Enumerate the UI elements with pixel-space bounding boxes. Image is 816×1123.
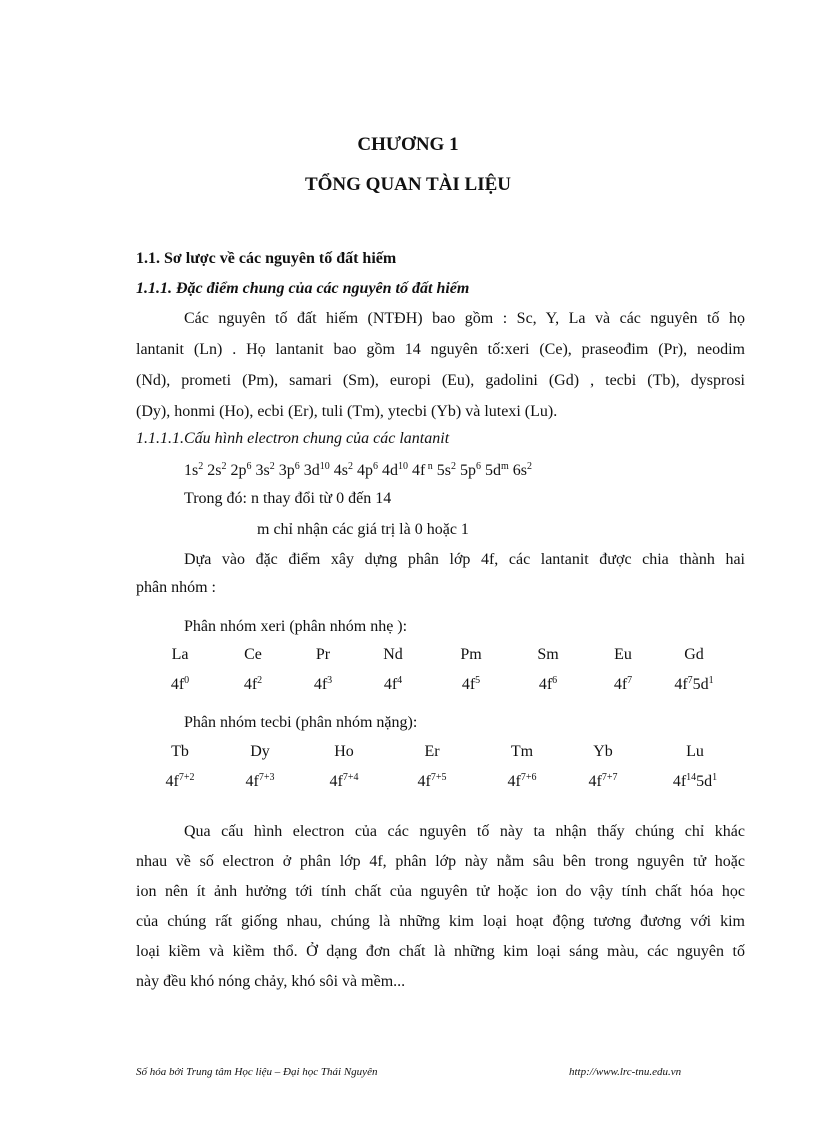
config-orbital-count: 2 bbox=[347, 461, 353, 472]
config-orbital: 4s bbox=[333, 462, 348, 479]
element-symbol: Dy bbox=[250, 743, 270, 760]
element-symbol: Gd bbox=[684, 646, 704, 663]
config-orbital: 3p bbox=[278, 462, 295, 479]
section-heading: 1.1. Sơ lược về các nguyên tố đất hiếm bbox=[136, 250, 397, 267]
light-group-title: Phân nhóm xeri (phân nhóm nhẹ ): bbox=[184, 618, 408, 635]
config-orbital-count: 2 bbox=[221, 461, 227, 472]
element-symbol: Tm bbox=[510, 743, 534, 760]
config-orbital: 5d bbox=[485, 462, 501, 479]
paragraph-line: (Dy), honmi (Ho), ecbi (Er), tuli (Tm), ytecbi (Yb) và lutexi (Lu). bbox=[136, 403, 558, 420]
element-symbol: Sm bbox=[537, 646, 559, 663]
element-symbol: La bbox=[171, 646, 189, 663]
split-intro-line: Dựa vào đặc điểm xây dựng phân lớp 4f, các lantanit được chia thành hai bbox=[184, 551, 745, 568]
element-configuration: $4f^{7+6}$ bbox=[507, 772, 537, 790]
conclusion-line: loại kiềm và kiềm thổ. Ở dạng đơn chất là những kim loại sáng màu, các nguyên tố bbox=[136, 943, 745, 960]
config-orbital-count: 6 bbox=[294, 461, 300, 472]
element-configuration: $4f^5$ bbox=[461, 675, 481, 693]
config-orbital: 1s bbox=[184, 462, 199, 479]
element-configuration: $4f^3$ bbox=[313, 675, 333, 693]
config-orbital: 3d bbox=[303, 462, 320, 479]
config-orbital-count: 2 bbox=[198, 461, 204, 472]
element-symbol: Pr bbox=[315, 646, 331, 663]
conclusion-line: của chúng rất giống nhau, chúng là những kim loại hoạt động tương đương với kim bbox=[136, 913, 745, 930]
config-orbital-count: 2 bbox=[527, 461, 533, 472]
chapter-number: CHƯƠNG 1 bbox=[357, 134, 459, 155]
conclusion-line: Qua cấu hình electron của các nguyên tố này ta nhận thấy chúng chỉ khác bbox=[184, 823, 745, 840]
element-symbol: Nd bbox=[383, 646, 403, 663]
config-orbital-count: 6 bbox=[372, 461, 378, 472]
element-configuration: $4f^{7+3}$ bbox=[245, 772, 275, 790]
element-symbol: Lu bbox=[686, 743, 704, 760]
element-configuration: $4f^{7+2}$ bbox=[165, 772, 195, 790]
conclusion-line: này đều khó nóng chảy, khó sôi và mềm... bbox=[136, 973, 406, 990]
element-configuration: $4f^75d^1$ bbox=[674, 675, 714, 693]
paragraph-line: Các nguyên tố đất hiếm (NTĐH) bao gồm : Sc, Y, La và các nguyên tố họ bbox=[184, 310, 745, 327]
element-configuration: $4f^2$ bbox=[243, 675, 263, 693]
config-orbital: 2p bbox=[230, 462, 247, 479]
element-configuration: $4f^{14}5d^1$ bbox=[672, 772, 718, 790]
config-orbital-count: n bbox=[425, 461, 433, 472]
config-orbital: 6s bbox=[512, 462, 528, 479]
element-configuration: $4f^{7+4}$ bbox=[329, 772, 359, 790]
paragraph-line: (Nd), prometi (Pm), samari (Sm), europi (Eu), gadolini (Gd) , tecbi (Tb), dysprosi bbox=[136, 372, 745, 389]
config-orbital-count: 2 bbox=[269, 461, 275, 472]
element-configuration: $4f^4$ bbox=[383, 675, 403, 693]
element-symbol: Pm bbox=[460, 646, 482, 663]
conclusion-line: nhau về số electron ở phân lớp 4f, phân lớp này nằm sâu bên trong nguyên tử hoặc bbox=[136, 853, 745, 870]
config-orbital: 5p bbox=[460, 462, 476, 479]
config-orbital: 3s bbox=[255, 462, 270, 479]
element-configuration: $4f^7$ bbox=[613, 675, 633, 693]
element-symbol: Eu bbox=[614, 646, 632, 663]
element-symbol: Tb bbox=[171, 743, 189, 760]
footer-source: Số hóa bởi Trung tâm Học liệu – Đại học Thái Nguyên bbox=[136, 1066, 378, 1078]
chapter-title: TỔNG QUAN TÀI LIỆU bbox=[304, 174, 512, 195]
conclusion-line: ion nên ít ảnh hưởng tới tính chất của nguyên tử hoặc ion do vậy tính chất hóa học bbox=[136, 883, 745, 900]
config-orbital-count: 6 bbox=[246, 461, 252, 472]
config-orbital: 4f bbox=[411, 462, 426, 479]
element-configuration: $4f^{7+7}$ bbox=[588, 772, 618, 790]
element-symbol: Er bbox=[424, 743, 440, 760]
footer-url[interactable]: http://www.lrc-tnu.edu.vn bbox=[569, 1066, 682, 1078]
config-orbital: 5s bbox=[436, 462, 451, 479]
element-symbol: Yb bbox=[593, 743, 613, 760]
split-intro-line: phân nhóm : bbox=[136, 579, 216, 596]
element-configuration: $4f^{7+5}$ bbox=[417, 772, 447, 790]
element-symbol: Ce bbox=[244, 646, 262, 663]
m-line: m chỉ nhận các giá trị là 0 hoặc 1 bbox=[257, 521, 469, 538]
config-orbital-count: 2 bbox=[451, 461, 456, 472]
config-orbital: 4d bbox=[381, 462, 398, 479]
element-symbol: Ho bbox=[334, 743, 354, 760]
element-configuration: $4f^6$ bbox=[538, 675, 558, 693]
config-orbital: 4p bbox=[356, 462, 373, 479]
config-orbital-count: 10 bbox=[319, 461, 330, 472]
element-configuration: $4f^0$ bbox=[170, 675, 190, 693]
electron-configuration bbox=[184, 462, 532, 480]
subsection-heading: 1.1.1. Đặc điểm chung của các nguyên tố đất hiếm bbox=[136, 280, 470, 297]
subsubsection-heading: 1.1.1.1.Cấu hình electron chung của các lantanit bbox=[136, 430, 450, 447]
config-orbital-count: 6 bbox=[476, 461, 481, 472]
config-orbital-count: 10 bbox=[397, 461, 408, 472]
where-line: Trong đó: n thay đổi từ 0 đến 14 bbox=[184, 490, 392, 507]
config-orbital-count: m bbox=[501, 461, 509, 472]
config-orbital: 2s bbox=[207, 462, 222, 479]
paragraph-line: lantanit (Ln) . Họ lantanit bao gồm 14 nguyên tố:xeri (Ce), praseođim (Pr), neodim bbox=[136, 341, 745, 358]
heavy-group-title: Phân nhóm tecbi (phân nhóm nặng): bbox=[184, 714, 418, 731]
